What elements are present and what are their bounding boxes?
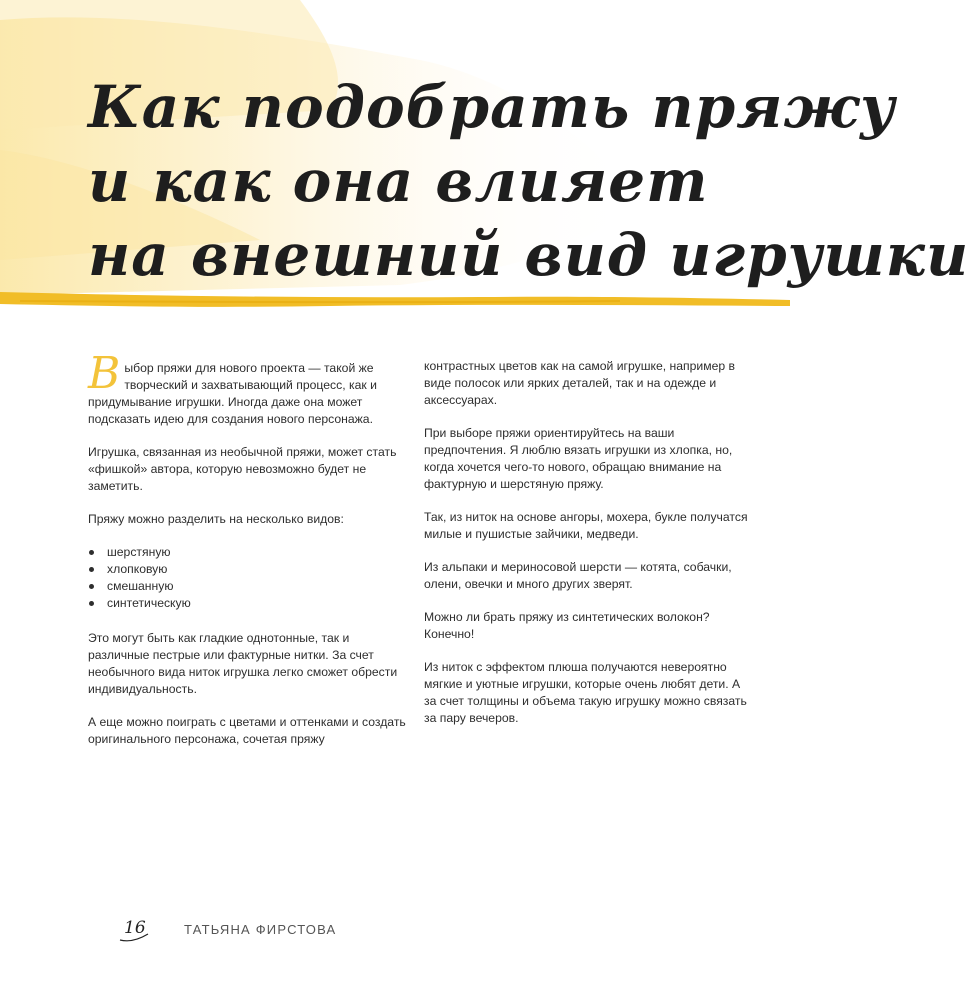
drop-cap: В <box>88 348 121 399</box>
list-item <box>88 578 408 595</box>
bullet-icon <box>89 550 94 555</box>
paragraph-intro-text: ыбор пряжи для нового проекта — такой же творческий и захватывающий процесс, как и придумывание игрушки. Иногда даже она может подсказать идею для создания нового персонажа. <box>88 361 377 426</box>
list-item-label: смешанную <box>107 579 174 593</box>
list-item-label: синтетическую <box>107 596 191 610</box>
title-line-1: Как подобрать пряжу <box>88 73 896 141</box>
paragraph-synthetic: Можно ли брать пряжу из синтетических волокон? Конечно! <box>424 610 710 641</box>
paragraph-plush: Из ниток с эффектом плюша получаются невероятно мягкие и уютные игрушки, которые очень любят дети. А за счет толщины и объема такую игрушку можно связать за пару вечеров. <box>424 660 747 725</box>
paragraph-intro <box>88 348 408 428</box>
yarn-types-list <box>88 544 408 612</box>
list-item-label: шерстяную <box>107 545 171 559</box>
title-line-3: на внешний вид игрушки <box>88 221 969 289</box>
page-number: 16 <box>124 918 146 938</box>
list-item <box>88 544 408 561</box>
bullet-icon <box>89 601 94 606</box>
paragraph-preferences: При выборе пряжи ориентируйтесь на ваши предпочтения. Я люблю вязать игрушки из хлопка, но, когда хочется чего-то нового, обращаю внимание на фактурную и шерстяную пряжу. <box>424 426 733 491</box>
title-line-2: и как она влияет <box>88 147 709 215</box>
right-column <box>424 358 754 743</box>
bullet-icon <box>89 584 94 589</box>
list-item <box>88 595 408 612</box>
page-title <box>88 70 969 292</box>
list-item-label: хлопковую <box>107 562 168 576</box>
list-item <box>88 561 408 578</box>
paragraph-colors: А еще можно поиграть с цветами и оттенками и создать оригинального персонажа, сочетая пряжу <box>88 715 406 746</box>
paragraph-contrast: контрастных цветов как на самой игрушке, например в виде полосок или ярких деталей, так и на одежде и аксессуарах. <box>424 359 736 407</box>
paragraph-angora: Так, из ниток на основе ангоры, мохера, букле получатся милые и пушистые зайчики, медведи. <box>424 510 748 541</box>
paragraph-unusual-yarn: Игрушка, связанная из необычной пряжи, может стать «фишкой» автора, которую невозможно будет не заметить. <box>88 445 397 493</box>
left-column <box>88 348 408 764</box>
author-name: ТАТЬЯНА ФИРСТОВА <box>184 922 337 937</box>
paragraph-alpaca: Из альпаки и мериносовой шерсти — котята, собачки, олени, овечки и много других зверят. <box>424 560 732 591</box>
bullet-icon <box>89 567 94 572</box>
paragraph-texture: Это могут быть как гладкие однотонные, так и различные пестрые или фактурные нитки. За счет необычного вида ниток игрушка легко сможет обрести индивидуальность. <box>88 631 398 696</box>
paragraph-yarn-types: Пряжу можно разделить на несколько видов: <box>88 512 344 526</box>
